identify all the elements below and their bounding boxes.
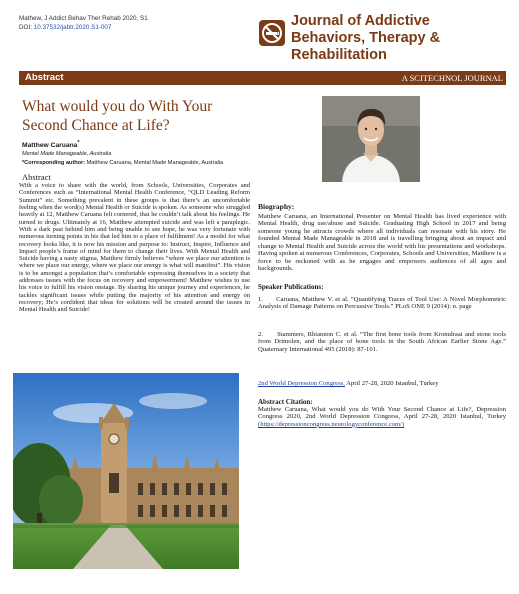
author-mark: * [77, 140, 80, 146]
doi-prefix: DOI: [19, 24, 34, 31]
campus-building-photo [13, 373, 239, 569]
publication-item: 2. Stammers, Rhiannon C. et al. “The first bone tools from Kromdraai and stone tools from Drimolen, and the place of bone tools in the South African Earlier Stone Age.” Quaternary International 495 (2018): 87-101. [258, 331, 506, 353]
citation-header [19, 14, 148, 32]
abstract-body: With a voice to share with the world, from Schools, Universities, Corporates and Conferences such as “International Mental Health Conference, “QLD Leading Reform Summit” etc. Something prevalent in these groups is that there’s an uncomfortable feeling when the word(s) Mental Health or Suicide is spoken. As someone who struggled heavily at 12, Matthew Caruana felt cornered, that he couldn’t talk about his feelings. He turned to drugs. Ultimately at 16, Matthew attempted suicide and was left a paraplegic. With a dark past behind him and being unable to see hope, he was very fortunate with numerous turning points in his that led him to a place of fulfilment! As a model for what recovery looks like, it is now his mission and purpose to: Instruct, Inspire, Influence and Impact people’s frame of mind for them to change their lives. With Mental Health and Suicide having a nasty stigma, Matthew firmly believes “where we place our attention is where we place our energy, where we place our energy is what will manifest”. His vision is to be amongst a population that’s comfortable expressing themselves in a society that addresses issues with the focus on recovery and empowerment! Matthew wishes to use his voice to fulfill his vision onstage. By sharing his unique journey and experiences, he tackles significant issues while putting the majority of his attention and energy on recovery; He’s confident that ideas for solutions will be created around the issues in Mental Health and Suicide! [19, 182, 250, 314]
citation-body [258, 406, 506, 428]
conference-line [258, 380, 439, 387]
author-text: Matthew Caruana [22, 142, 78, 150]
abstract-heading: Abstract [22, 172, 51, 182]
conference-details: April 27-28, 2020 Istanbul, Turkey [344, 380, 439, 387]
citation-text: Matthew Caruana, What would you do With Your Second Chance at Life?, Depression Congress 2020, 2nd World Depression Congress, April 27-28, 2020 Istanbul, Turkey [258, 406, 506, 421]
author-portrait [322, 96, 420, 182]
corresponding-label: *Corresponding author: [22, 160, 86, 166]
biography-body: Matthew Caruana, an International Presenter on Mental Health has lived experience with Mental Health, drug use/abuse and Suicide. Graduating High School in 2017 and being someone young he attracts crowds where all individuals can resonate with his story. He founded Mental Made Manageable in 2018 and is travelling bringing about an impact and change to Mental Health and Suicide across the world with his presentations and workshops. Having spoken at numerous Conferences, Corporates, Schools and Universities, Matthew is a force to be reckoned with as he engages and empowers audiences of all ages and backgrounds. [258, 213, 506, 273]
doi-line [19, 23, 148, 32]
journal-title: Journal of Addictive Behaviors, Therapy & Rehabilitation [291, 13, 441, 63]
band-label-journal: A SCITECHNOL JOURNAL [401, 73, 503, 83]
citation-url-link[interactable]: (https://depressioncongress.neurologyconference.com/) [258, 420, 405, 428]
author-name [22, 140, 80, 149]
band-label-abstract: Abstract [25, 72, 64, 83]
no-smoking-icon [259, 20, 285, 46]
doi-link[interactable]: 10.37532/jabtr.2020.S1-007 [33, 24, 112, 31]
citation-heading: Abstract Citation: [258, 398, 313, 406]
paper-title: What would you do With Your Second Chance at Life? [22, 98, 213, 134]
corresponding-author [22, 160, 223, 166]
author-affiliation: Mental Made Manageable, Australia [22, 151, 112, 157]
biography-heading: Biography: [258, 202, 295, 211]
conference-link[interactable]: 2nd World Depression Congress, [258, 380, 345, 387]
publications-heading: Speaker Publications: [258, 283, 324, 291]
citation-line: Mathew, J Addict Behav Ther Rehab 2020, S1 [19, 15, 148, 22]
publication-item: 1. Caruana, Matthew V. et al. “Quantifying Traces of Tool Use: A Novel Morphometric Analysis of Damage Patterns on Percussive Tools.” PLoS ONE 9 (2014): n. page [258, 296, 506, 311]
corresponding-text: Matthew Caruana, Mental Made Manageable, Australia [85, 160, 224, 166]
